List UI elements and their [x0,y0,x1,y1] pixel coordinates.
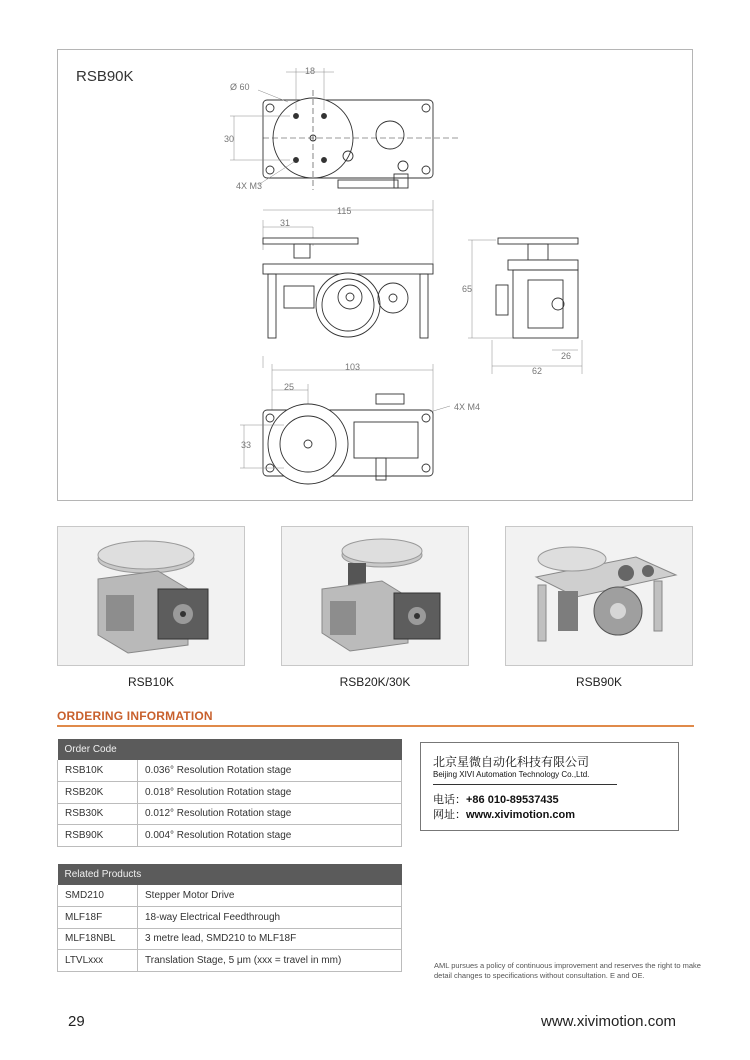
ordering-heading: ORDERING INFORMATION [57,709,213,723]
page-number: 29 [68,1013,85,1030]
dim-m4: 4X M4 [454,402,481,412]
order-code-cell: RSB30K [58,803,138,825]
order-code-header: Order Code [58,739,402,760]
product-code-cell: SMD210 [58,885,138,907]
related-products-header: Related Products [58,864,402,885]
website-label: 网址： [433,809,466,821]
photo-label-rsb90k: RSB90K [575,675,623,689]
table-row [58,885,402,907]
product-desc-cell: Stepper Motor Drive [138,885,402,907]
drawing-svg [58,50,694,502]
table-row [58,803,402,825]
footer-url[interactable]: www.xivimotion.com [541,1013,677,1030]
product-code-cell: MLF18NBL [58,928,138,950]
phone-label: 电话： [433,794,466,806]
top-view [230,68,458,190]
dim-m3: 4X M3 [236,181,263,191]
order-code-table [57,739,402,847]
dim-d62: 62 [532,366,543,376]
table-row [58,928,402,950]
disclaimer-text: AML pursues a policy of continuous improvement and reserves the right to make detail changes to specifications without consultation. E and OE. [434,961,701,980]
ordering-divider [57,725,694,727]
table-row [58,950,402,972]
contact-phone [433,791,559,807]
photo-rsb20k-30k [281,526,469,666]
bottom-view [240,364,450,484]
dim-d33: 33 [241,440,252,450]
photo-rsb10k [57,526,245,666]
dim-d60: Ø 60 [230,82,250,92]
contact-box [420,742,679,831]
dim-d26: 26 [561,351,572,361]
table-row [58,825,402,847]
contact-divider [433,784,617,785]
order-code-cell: RSB20K [58,782,138,804]
dim-d103: 103 [345,362,361,372]
company-name-en: Beijing XIVI Automation Technology Co.,Ltd. [433,770,590,779]
technical-drawing [57,49,693,501]
table-row [58,782,402,804]
product-desc-cell: Translation Stage, 5 μm (xxx = travel in mm) [138,950,402,972]
photo-label-rsb10k: RSB10K [127,675,175,689]
product-desc-cell: 18-way Electrical Feedthrough [138,907,402,929]
product-desc-cell: 3 metre lead, SMD210 to MLF18F [138,928,402,950]
dim-d25: 25 [284,382,295,392]
contact-website [433,806,575,822]
dim-d18: 18 [305,66,316,76]
website-link[interactable]: www.xivimotion.com [466,809,575,821]
photo-label-rsb20k-30k: RSB20K/30K [339,675,411,689]
dim-d65: 65 [462,284,473,294]
order-desc-cell: 0.012° Resolution Rotation stage [138,803,402,825]
photo-rsb90k [505,526,693,666]
product-code-cell: MLF18F [58,907,138,929]
company-name-cn: 北京星微自动化科技有限公司 [433,755,590,769]
order-code-cell: RSB90K [58,825,138,847]
table-row [58,907,402,929]
order-desc-cell: 0.018° Resolution Rotation stage [138,782,402,804]
table-row [58,760,402,782]
drawing-title: RSB90K [76,68,134,85]
dim-d31: 31 [280,218,291,228]
order-desc-cell: 0.004° Resolution Rotation stage [138,825,402,847]
product-code-cell: LTVLxxx [58,950,138,972]
dim-d115: 115 [337,206,352,216]
order-code-cell: RSB10K [58,760,138,782]
order-desc-cell: 0.036° Resolution Rotation stage [138,760,402,782]
related-products-table [57,864,402,972]
dim-d30: 30 [224,134,235,144]
phone-number: +86 010-89537435 [466,794,559,806]
